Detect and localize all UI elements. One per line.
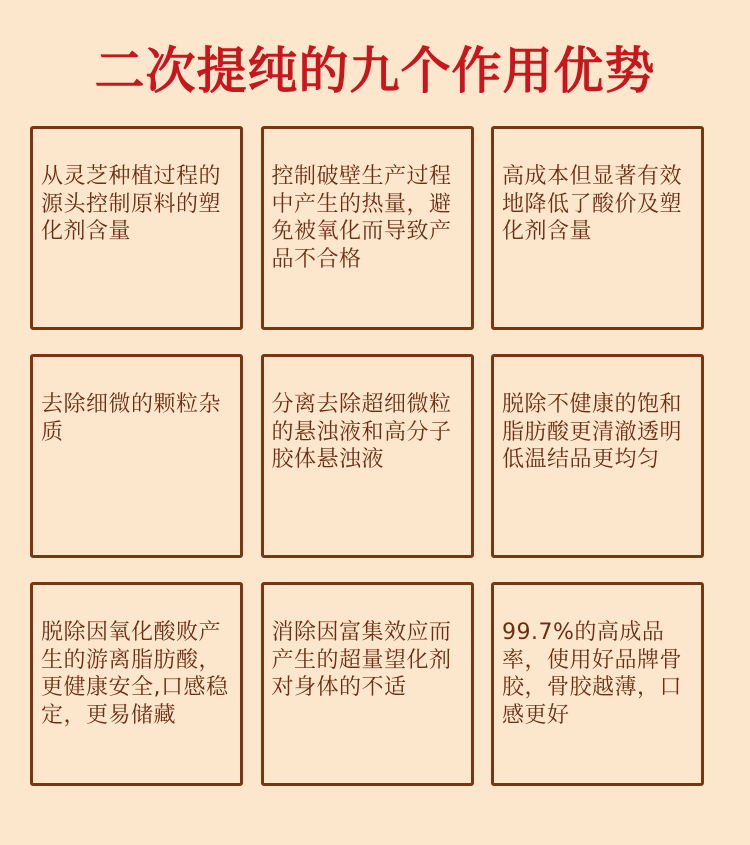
page-title: 二次提纯的九个作用优势 [94,42,656,100]
advantage-card [491,354,704,558]
advantages-grid [30,126,704,786]
advantage-text: 脱除不健康的饱和脂肪酸更清澈透明低温结品更均匀 [502,392,683,472]
advantage-card [261,126,474,330]
advantage-text: 分离去除超细微粒的悬浊液和高分子胶体悬浊液 [271,392,452,472]
advantage-card [261,582,474,786]
advantage-text: 99.7%的高成品率，使用好品牌骨胶，骨胶越薄，口感更好 [502,620,683,728]
advantage-card [261,354,474,558]
advantage-card [491,126,704,330]
advantage-card [30,354,243,558]
advantage-text: 脱除因氧化酸败产生的游离脂肪酸，更健康安全,口感稳定，更易储藏 [41,620,229,728]
advantage-card [491,582,704,786]
advantage-text: 消除因富集效应而产生的超量望化剂对身体的不适 [271,620,452,700]
advantage-card [30,582,243,786]
advantage-text: 高成本但显著有效地降低了酸价及塑化剂含量 [502,164,683,244]
advantage-text: 从灵芝种植过程的源头控制原料的塑化剂含量 [41,164,222,244]
advantage-text: 控制破壁生产过程中产生的热量，避免被氧化而导致产品不合格 [271,164,452,272]
advantage-text: 去除细微的颗粒杂质 [41,392,222,445]
advantage-card [30,126,243,330]
